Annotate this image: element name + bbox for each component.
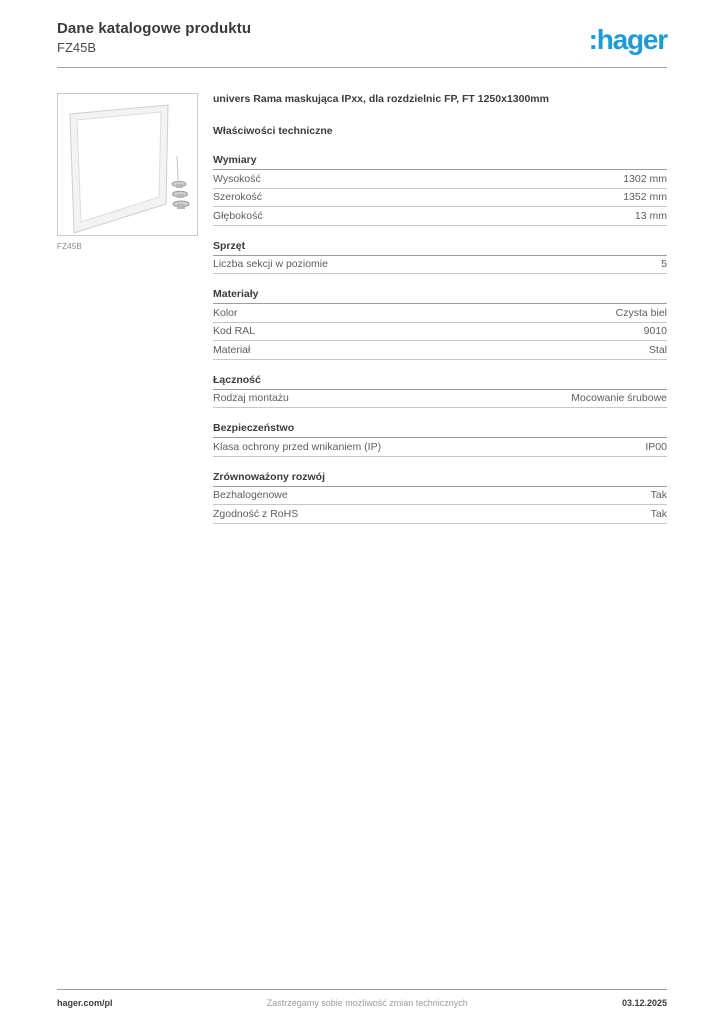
product-reference: FZ45B bbox=[57, 40, 97, 55]
header-titles bbox=[57, 20, 251, 55]
product-image-column bbox=[57, 93, 198, 538]
spec-section bbox=[213, 422, 667, 457]
spec-label: Klasa ochrony przed wnikaniem (IP) bbox=[213, 440, 382, 453]
spec-sections bbox=[213, 154, 667, 524]
spec-value: 5 bbox=[661, 258, 667, 271]
page-header bbox=[57, 20, 667, 55]
spec-label: Wysokość bbox=[213, 172, 261, 185]
spec-label: Zgodność z RoHS bbox=[213, 507, 299, 520]
spec-section-title: Bezpieczeństwo bbox=[213, 422, 667, 438]
spec-section bbox=[213, 240, 667, 275]
product-title: univers Rama maskująca IPxx, dla rozdzielnic FP, FT 1250x1300mm bbox=[213, 93, 549, 105]
spec-section bbox=[213, 288, 667, 360]
product-image bbox=[57, 93, 198, 236]
spec-value: 1302 mm bbox=[623, 172, 667, 185]
spec-row bbox=[213, 505, 667, 524]
footer-website: hager.com/pl bbox=[57, 998, 113, 1008]
spec-row bbox=[213, 438, 667, 457]
spec-row bbox=[213, 323, 667, 342]
spec-row bbox=[213, 189, 667, 208]
page-title: Dane katalogowe produktu bbox=[57, 20, 252, 37]
spec-value: 9010 bbox=[643, 325, 667, 338]
spec-value: 1352 mm bbox=[623, 191, 667, 204]
spec-value: 13 mm bbox=[634, 209, 667, 222]
spec-label: Materiał bbox=[213, 343, 251, 356]
spec-section-title: Wymiary bbox=[213, 154, 667, 170]
spec-label: Kolor bbox=[213, 306, 238, 319]
spec-value: Stal bbox=[648, 343, 667, 356]
header-divider bbox=[57, 67, 667, 68]
spec-value: Mocowanie śrubowe bbox=[571, 392, 667, 405]
screw-icons bbox=[172, 181, 189, 209]
content-area bbox=[57, 93, 667, 538]
frame-drawing-icon bbox=[58, 94, 197, 235]
spec-section bbox=[213, 154, 667, 226]
spec-row bbox=[213, 207, 667, 226]
spec-row bbox=[213, 170, 667, 189]
spec-value: Tak bbox=[650, 507, 667, 520]
spec-section bbox=[213, 471, 667, 524]
spec-row bbox=[213, 341, 667, 360]
footer-date: 03.12.2025 bbox=[621, 998, 667, 1008]
product-image-caption: FZ45B bbox=[57, 242, 83, 251]
spec-row bbox=[213, 390, 667, 409]
spec-label: Kod RAL bbox=[213, 325, 256, 338]
spec-section-title: Zrównoważony rozwój bbox=[213, 471, 667, 487]
footer-disclaimer: Zastrzegamy sobie możliwość zmian technicznych bbox=[266, 998, 468, 1008]
spec-section-title: Łączność bbox=[213, 374, 667, 390]
spec-section-title: Materiały bbox=[213, 288, 667, 304]
spec-value: Tak bbox=[650, 489, 667, 502]
spec-section bbox=[213, 374, 667, 409]
spec-row bbox=[213, 304, 667, 323]
spec-label: Liczba sekcji w poziomie bbox=[213, 258, 328, 271]
spec-row bbox=[213, 487, 667, 506]
spec-value: IP00 bbox=[645, 440, 667, 453]
spec-label: Szerokość bbox=[213, 191, 263, 204]
spec-label: Rodzaj montażu bbox=[213, 392, 289, 405]
specification-column bbox=[213, 93, 667, 538]
technical-properties-heading: Właściwości techniczne bbox=[213, 125, 333, 138]
spec-label: Bezhalogenowe bbox=[213, 489, 288, 502]
spec-value: Czysta biel bbox=[615, 306, 667, 319]
spec-section-title: Sprzęt bbox=[213, 240, 667, 256]
hager-logo: :hager bbox=[588, 24, 667, 55]
spec-label: Głębokość bbox=[213, 209, 263, 222]
spec-row bbox=[213, 256, 667, 275]
page-footer bbox=[57, 989, 667, 1024]
